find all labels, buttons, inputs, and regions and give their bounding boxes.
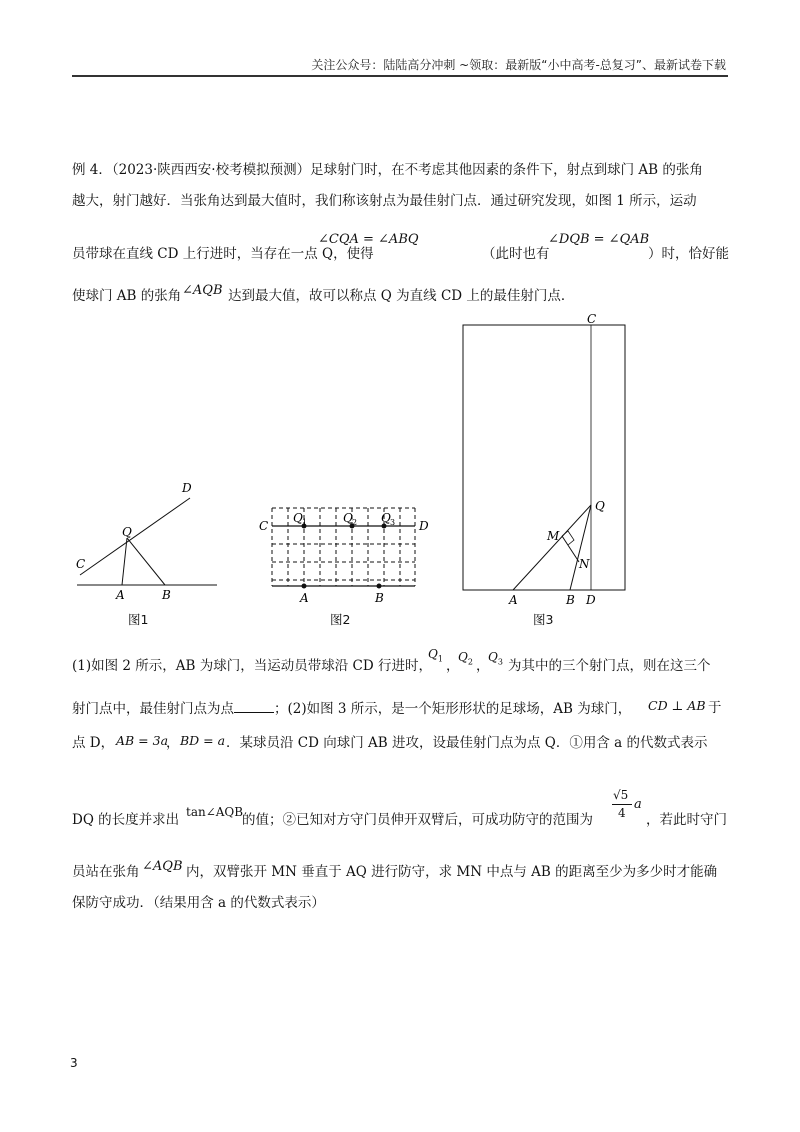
q1-sep-2: ， (476, 658, 490, 674)
question-line-2-end: 于 (708, 700, 722, 716)
fig2-label-d: D (419, 519, 429, 533)
equation-cqa-abq: ∠CQA = ∠ABQ (318, 232, 419, 247)
question-line-3-sep: ， (166, 735, 180, 751)
fig3-label-c: C (587, 312, 597, 326)
fig3-caption: 图3 (533, 612, 554, 627)
question-line-4a: DQ 的长度并求出 (72, 812, 180, 828)
figure-3 (455, 310, 640, 610)
equation-tan-aqb: tan∠AQB (186, 805, 244, 819)
figure-1 (72, 480, 232, 610)
fraction-bar (612, 804, 632, 805)
fig3-label-q: Q (595, 499, 605, 513)
equation-cd-perp-ab: CD ⊥ AB (648, 698, 706, 713)
fig2-label-q3-sub: 3 (390, 518, 396, 527)
answer-blank[interactable] (234, 700, 274, 713)
equation-aqb-2: ∠AQB (142, 859, 183, 874)
problem-line-4b: 达到最大值，故可以称点 Q 为直线 CD 上的最佳射门点． (228, 288, 575, 304)
question-line-1b: 为其中的三个射门点，则在这三个 (508, 658, 711, 674)
question-line-3a: 点 D， (72, 735, 115, 751)
fig2-label-q2-sub: 2 (352, 518, 358, 527)
q1-point-q3-letter: Q (488, 650, 498, 664)
problem-line-4a: 使球门 AB 的张角 (72, 288, 182, 304)
fig2-caption: 图2 (330, 612, 351, 627)
question-line-4b: 的值；②已知对方守门员伸开双臂后，可成功防守的范围为 (242, 812, 593, 828)
figure-2 (255, 500, 435, 610)
page-number: 3 (70, 1056, 78, 1070)
question-line-2a (72, 700, 631, 717)
question-line-5a: 员站在张角 (72, 864, 140, 880)
fig2-label-a: A (300, 591, 309, 605)
question-line-4c: ，若此时守门 (646, 812, 727, 828)
fig2-label-q3: Q (381, 511, 391, 525)
q1-point-q3-sub: 3 (497, 657, 503, 667)
fig1-caption: 图1 (128, 612, 149, 627)
fig2-label-c: C (259, 519, 269, 533)
fig1-label-a: A (116, 588, 125, 602)
q1-point-q1-sub: 1 (437, 654, 443, 664)
q1-point-q2 (458, 650, 473, 666)
header-rule (72, 75, 728, 77)
q1-point-q2-sub: 2 (467, 657, 473, 667)
fig3-label-b: B (566, 593, 575, 607)
fig1-label-c: C (76, 557, 86, 571)
question-line-3b: ．某球员沿 CD 向球门 AB 进攻，设最佳射门点为点 Q．①用含 a 的代数式表示 (226, 735, 708, 751)
fig3-label-a: A (509, 593, 518, 607)
problem-line-3 (72, 246, 732, 262)
problem-line-3b: （此时也有 (482, 246, 550, 262)
problem-line-1: 例 4．（2023·陕西西安·校考模拟预测）足球射门时，在不考虑其他因素的条件下，射点到球门 AB 的张角 (72, 162, 703, 178)
equation-ab-3a: AB = 3a (116, 733, 169, 748)
q1-point-q1 (428, 647, 443, 663)
q1-point-q1-letter: Q (428, 647, 438, 661)
equation-aqb: ∠AQB (182, 283, 223, 298)
fig1-label-q: Q (122, 525, 132, 539)
fig3-label-d: D (586, 593, 596, 607)
problem-line-2: 越大，射门越好．当张角达到最大值时，我们称该射点为最佳射门点．通过研究发现，如图 1 所示，运动 (72, 193, 697, 209)
fig3-label-m: M (547, 529, 560, 543)
question-line-6: 保防守成功．（结果用含 a 的代数式表示） (72, 895, 325, 911)
question-line-5b: 内，双臂张开 MN 垂直于 AQ 进行防守，求 MN 中点与 AB 的距离至少为多少时才能确 (186, 864, 718, 880)
q1-point-q3 (488, 650, 503, 666)
page-header: 关注公众号：陆陆高分冲刺 ~领取：最新版“小中高考-总复习”、最新试卷下载 (311, 58, 726, 72)
fig2-label-b: B (375, 591, 384, 605)
equation-bd-a: BD = a (180, 733, 226, 748)
question-line-2-text-b: ；(2)如图 3 所示，是一个矩形形状的足球场，AB 为球门， (274, 701, 632, 717)
question-line-2-text: 射门点中，最佳射门点为点 (72, 701, 234, 717)
fig1-label-d: D (182, 481, 192, 495)
equation-dqb-qab: ∠DQB = ∠QAB (548, 232, 650, 247)
fig2-label-q1-sub: 1 (302, 518, 308, 527)
fig1-label-b: B (162, 588, 171, 602)
question-line-1a: (1)如图 2 所示，AB 为球门，当运动员带球沿 CD 行进时， (72, 658, 432, 674)
problem-line-3c: ）时，恰好能 (648, 246, 729, 262)
frac-variable: a (634, 797, 642, 812)
fig2-label-q2: Q (343, 511, 353, 525)
frac-numerator: √5 (613, 788, 629, 802)
q1-sep-1: ， (446, 658, 460, 674)
frac-denominator: 4 (618, 806, 626, 820)
problem-line-3a: 员带球在直线 CD 上行进时，当存在一点 Q，使得 (72, 246, 374, 262)
fig2-label-q1: Q (293, 511, 303, 525)
q1-point-q2-letter: Q (458, 650, 468, 664)
fig3-label-n: N (579, 557, 590, 571)
